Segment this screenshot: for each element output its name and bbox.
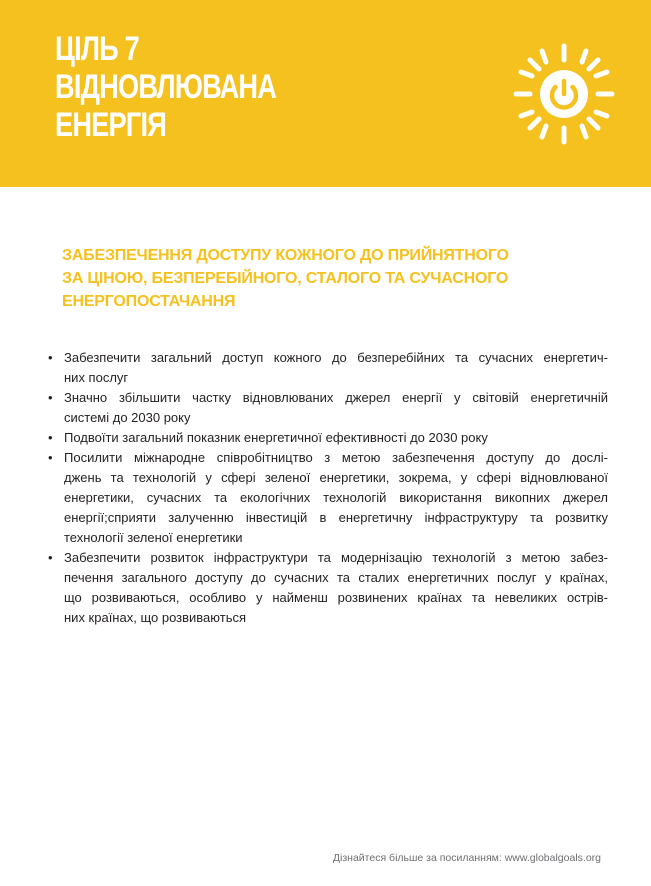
goal-subtitle — [62, 244, 602, 313]
footer-link-text: Дізнайтеся більше за посиланням: www.globalgoals.org — [332, 852, 601, 864]
goal-title-line: ВІДНОВЛЮВАНА — [55, 68, 277, 106]
list-item-line: печення загального доступу до сучасних та сталих енергетичних послуг у країнах, — [64, 570, 608, 585]
list-item — [48, 388, 608, 428]
goal-title-line: ЦІЛЬ 7 — [55, 30, 139, 68]
list-item — [48, 428, 608, 448]
list-item — [48, 348, 608, 388]
list-item-line: Забезпечити розвиток інфраструктури та модернізацію технологій з метою забез- — [64, 550, 608, 565]
list-item — [48, 548, 608, 628]
sun-power-icon — [510, 40, 618, 148]
list-item-line: Значно збільшити частку відновлюваних джерел енергії у світовій енергетичній — [64, 390, 608, 405]
bullet-icon: • — [48, 350, 53, 365]
list-item — [48, 448, 608, 548]
goal-title-line: ЕНЕРГІЯ — [55, 106, 166, 144]
goal-header — [0, 0, 651, 187]
list-item-line: Забезпечити загальний доступ кожного до безперебійних та сучасних енергетич- — [64, 350, 608, 365]
subtitle-line: ЗА ЦІНОЮ, БЕЗПЕРЕБІЙНОГО, СТАЛОГО ТА СУЧАСНОГО — [62, 270, 509, 287]
list-item-line: Подвоїти загальний показник енергетичної ефективності до 2030 року — [64, 430, 488, 445]
subtitle-line: ЕНЕРГОПОСТАЧАННЯ — [62, 293, 236, 310]
list-item-line: що розвиваються, особливо у найменш розвинених країнах та невеликих острів- — [64, 590, 608, 605]
list-item-line: технології зеленої енергетики — [64, 530, 243, 545]
list-item-line: них послуг — [64, 370, 129, 385]
bullet-icon: • — [48, 450, 53, 465]
list-item-line: енергії;сприяти залученню інвестицій в енергетичну інфраструктуру та розвитку — [64, 510, 608, 525]
list-item-line: них країнах, що розвиваються — [64, 610, 246, 625]
bullet-icon: • — [48, 390, 53, 405]
bullet-icon: • — [48, 430, 53, 445]
goal-title — [55, 30, 276, 144]
list-item-line: джень та технологій у сфері зеленої енергетики, зокрема, у сфері відновлюваної — [64, 470, 608, 485]
bullet-icon: • — [48, 550, 53, 565]
list-item-line: Посилити міжнародне співробітництво з метою забезпечення доступу до дослі- — [64, 450, 608, 465]
list-item-line: системі до 2030 року — [64, 410, 191, 425]
subtitle-line: ЗАБЕЗПЕЧЕННЯ ДОСТУПУ КОЖНОГО ДО ПРИЙНЯТНОГО — [62, 247, 509, 264]
targets-list — [48, 348, 608, 628]
list-item-line: енергетики, сучасних та екологічних технологій використання викопних джерел — [64, 490, 608, 505]
